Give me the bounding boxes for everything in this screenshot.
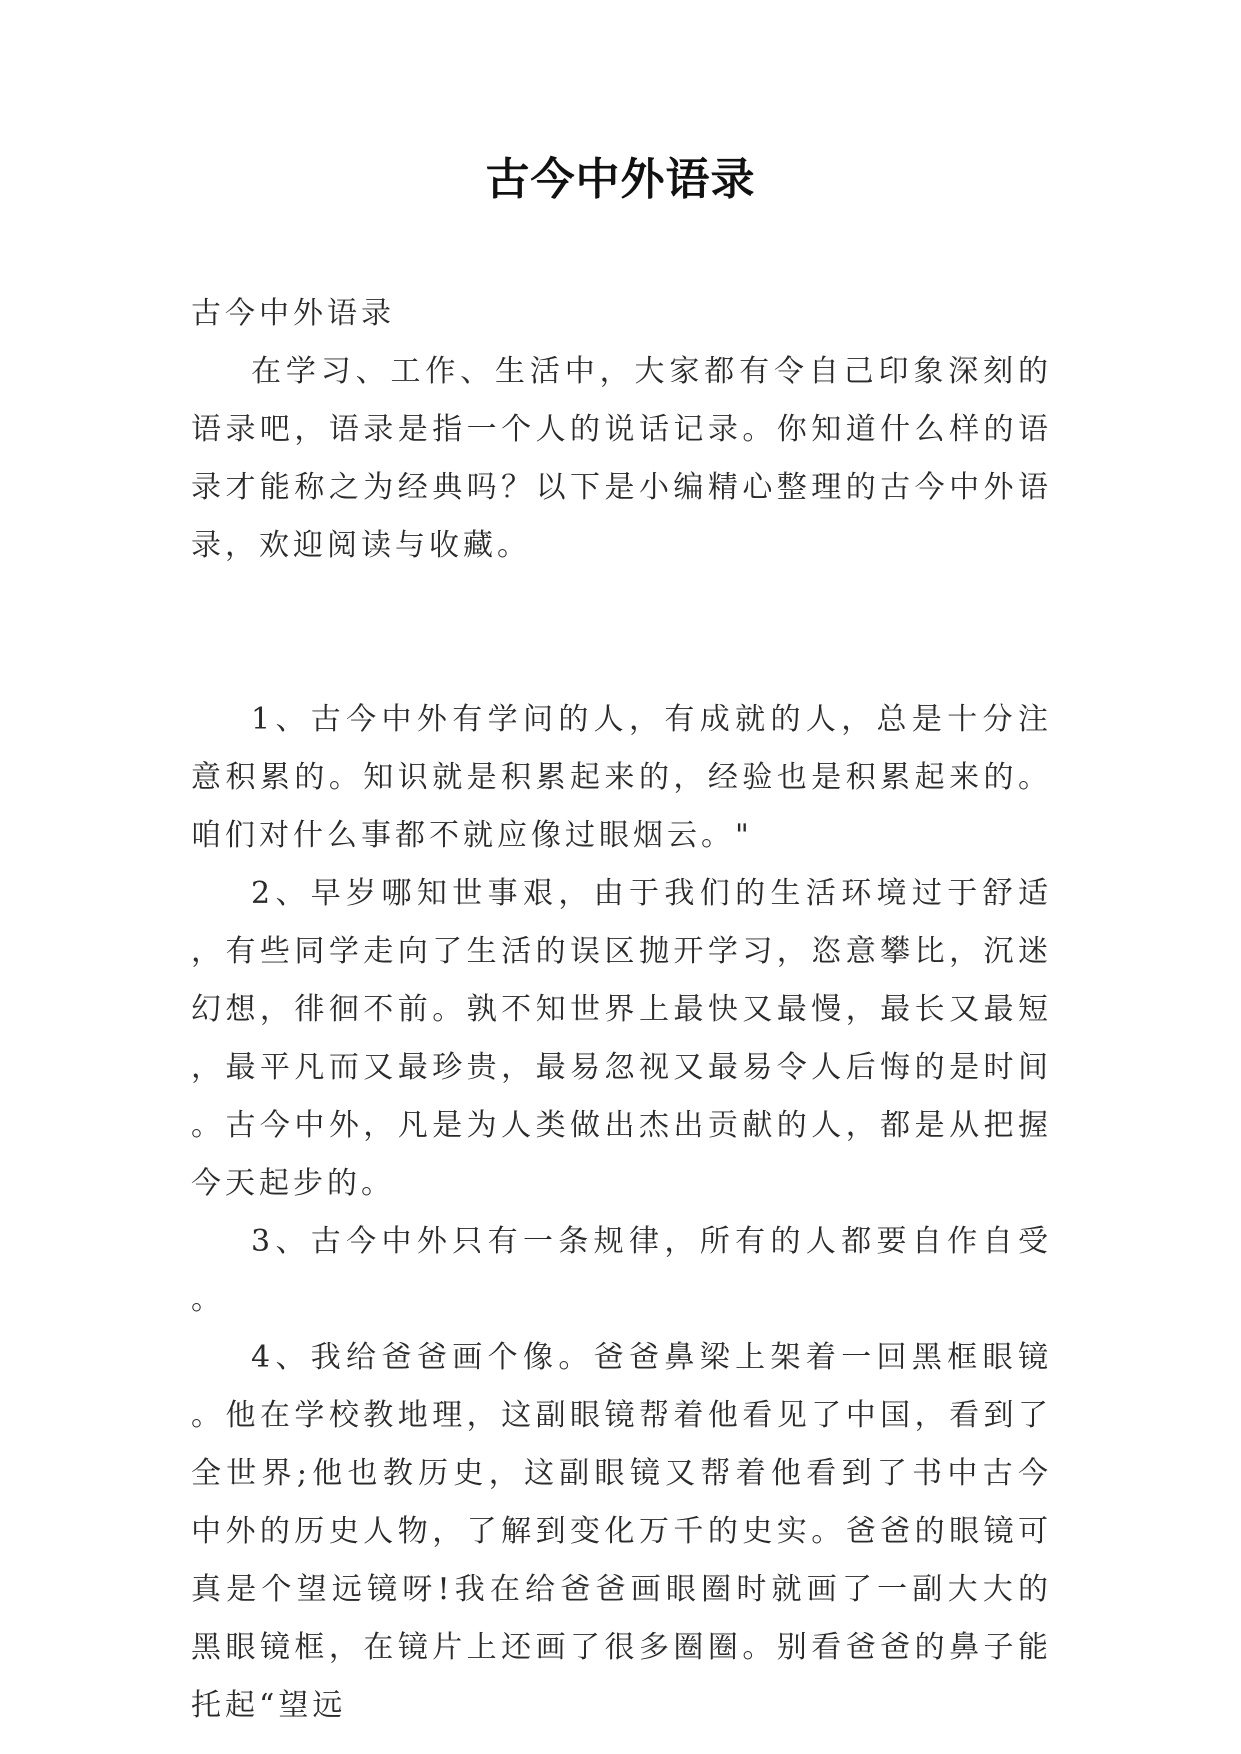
- paragraph-spacer: [191, 575, 1052, 691]
- document-body: [191, 285, 1052, 1735]
- intro-paragraph: 在学习、工作、生活中，大家都有令自己印象深刻的语录吧，语录是指一个人的说话记录。你知道什么样的语录才能称之为经典吗？以下是小编精心整理的古今中外语录，欢迎阅读与收藏。: [191, 354, 1052, 563]
- quote-item-4: 4、我给爸爸画个像。爸爸鼻梁上架着一回黑框眼镜。他在学校教地理，这副眼镜帮着他看见了中国，看到了全世界;他也教历史，这副眼镜又帮着他看到了书中古今中外的历史人物，了解到变化万千的史实。爸爸的眼镜可真是个望远镜呀!我在给爸爸画眼圈时就画了一副大大的黑眼镜框，在镜片上还画了很多圈圈。别看爸爸的鼻子能托起“望远: [191, 1340, 1052, 1723]
- document-title: 古今中外语录: [485, 154, 756, 205]
- document-subtitle: 古今中外语录: [191, 296, 395, 331]
- quote-item-1: 1、古今中外有学问的人，有成就的人，总是十分注意积累的。知识就是积累起来的，经验也是积累起来的。咱们对什么事都不就应像过眼烟云。": [191, 702, 1052, 853]
- quote-item-3: 3、古今中外只有一条规律，所有的人都要自作自受。: [191, 1224, 1052, 1317]
- quote-item-2: 2、早岁哪知世事艰，由于我们的生活环境过于舒适，有些同学走向了生活的误区抛开学习，恣意攀比，沉迷幻想，徘徊不前。孰不知世界上最快又最慢，最长又最短，最平凡而又最珍贵，最易忽视又最易令人后悔的是时间。古今中外，凡是为人类做出杰出贡献的人，都是从把握今天起步的。: [191, 876, 1052, 1201]
